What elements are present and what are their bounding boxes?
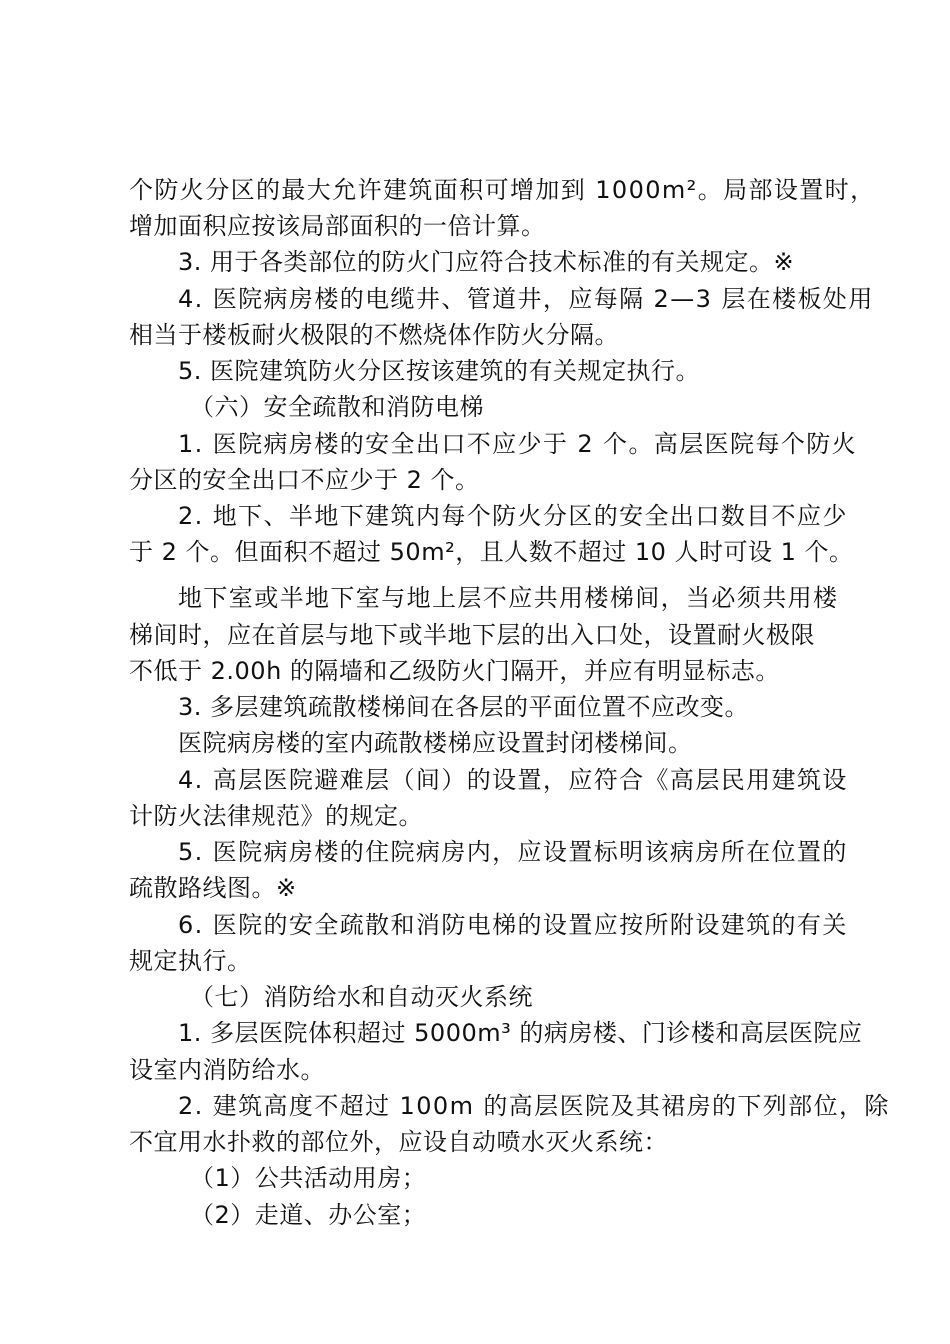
text-line-25: 不宜用水扑救的部位外，应设自动喷水灭火系统： [129,1128,668,1156]
text-line-4: 4. 医院病房楼的电缆井、管道井，应每隔 2—3 层在楼板处用 [178,285,874,313]
text-line-18: 5. 医院病房楼的住院病房内，应设置标明该病房所在位置的 [178,838,848,866]
text-line-7: 1. 医院病房楼的安全出口不应少于 2 个。高层医院每个防火 [178,430,858,458]
text-line-2: 增加面积应按该局部面积的一倍计算。 [129,212,546,240]
text-line-23: 设室内消防给水。 [129,1056,325,1084]
text-line-11: 地下室或半地下室与地上层不应共用楼梯间，当必须共用楼 [178,584,839,612]
text-line-17: 计防火法律规范》的规定。 [129,802,423,830]
text-line-9: 2. 地下、半地下建筑内每个防火分区的安全出口数目不应少 [178,502,848,530]
text-line-21: 规定执行。 [129,947,252,975]
list-item-1: （1）公共活动用房； [190,1164,427,1192]
section-heading-6: （六）安全疏散和消防电梯 [190,393,484,421]
text-line-22: 1. 多层医院体积超过 5000m³ 的病房楼、门诊楼和高层医院应 [178,1019,863,1047]
text-line-12: 梯间时，应在首层与地下或半地下层的出入口处，设置耐火极限 [129,621,815,649]
text-line-20: 6. 医院的安全疏散和消防电梯的设置应按所附设建筑的有关 [178,911,848,939]
text-line-24: 2. 建筑高度不超过 100m 的高层医院及其裙房的下列部位，除 [178,1092,890,1120]
text-line-8: 分区的安全出口不应少于 2 个。 [129,466,480,494]
text-line-3: 3. 用于各类部位的防火门应符合技术标准的有关规定。※ [178,248,795,276]
text-line-6: 5. 医院建筑防火分区按该建筑的有关规定执行。 [178,357,701,385]
text-line-13: 不低于 2.00h 的隔墙和乙级防火门隔开，并应有明显标志。 [129,657,780,685]
section-heading-7: （七）消防给水和自动灭火系统 [190,983,533,1011]
text-line-10: 于 2 个。但面积不超过 50m²，且人数不超过 10 人时可设 1 个。 [129,538,854,566]
list-item-2: （2）走道、办公室； [190,1201,427,1229]
text-line-1: 个防火分区的最大允许建筑面积可增加到 1000m²。局部设置时， [129,176,876,204]
text-line-19: 疏散路线图。※ [129,874,297,902]
text-line-16: 4. 高层医院避难层（间）的设置，应符合《高层民用建筑设 [178,766,848,794]
text-line-5: 相当于楼板耐火极限的不燃烧体作防火分隔。 [129,321,619,349]
text-line-15: 医院病房楼的室内疏散楼梯应设置封闭楼梯间。 [178,729,693,757]
text-line-14: 3. 多层建筑疏散楼梯间在各层的平面位置不应改变。 [178,693,750,721]
